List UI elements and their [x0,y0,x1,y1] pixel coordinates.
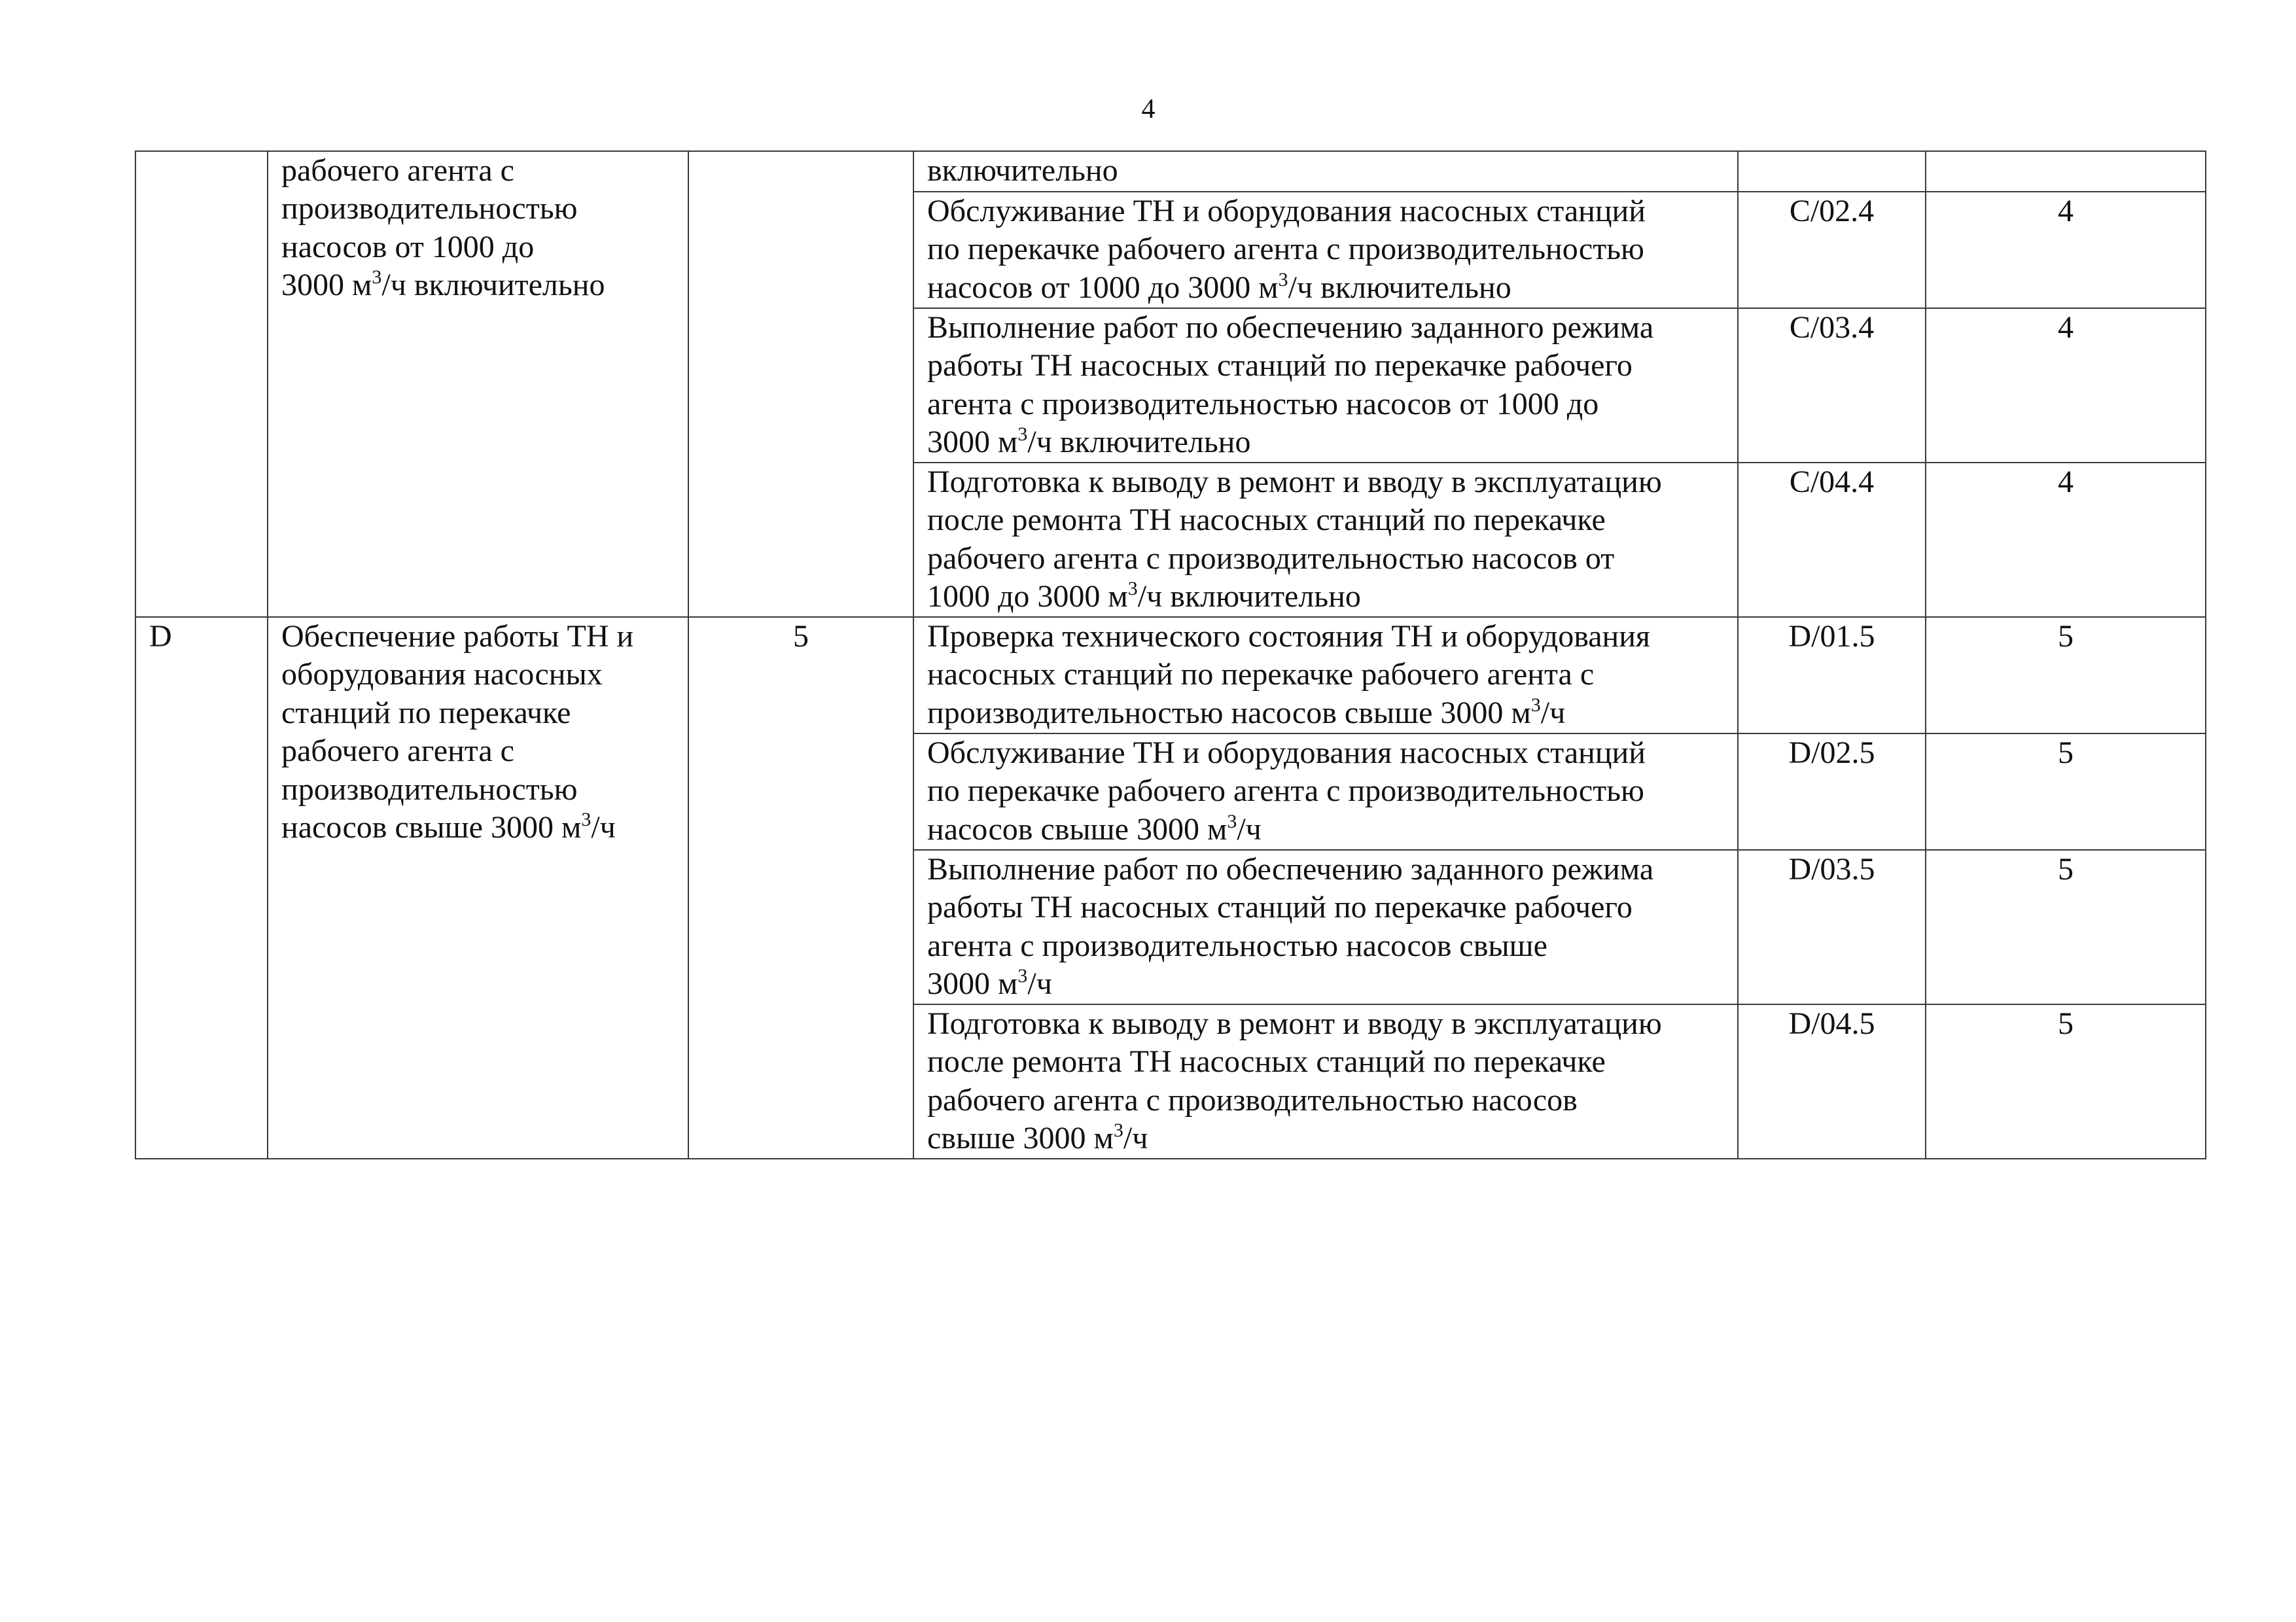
function-line: рабочего агента с [281,733,514,769]
labor-function-cell [913,308,1738,463]
code-cell: D/02.5 [1738,733,1926,850]
labor-function-line: рабочего агента с производительностью насосов [927,1082,1578,1118]
code-cell: D/03.5 [1738,850,1926,1004]
labor-function-line: Обслуживание ТН и оборудования насосных станций [927,735,1646,770]
labor-function-line-last: 3000 $м^3/ч$ включительно [927,423,1251,460]
labor-function-tail: включительно [927,153,1118,188]
labor-function-line: Обслуживание ТН и оборудования насосных станций [927,194,1646,228]
labor-function-line: Выполнение работ по обеспечению заданного режима [927,852,1654,887]
labor-function-line: Подготовка к выводу в ремонт и вводу в эксплуатацию [927,465,1662,499]
group-function-cell-d [268,617,688,1159]
group-level-cell-c [688,151,913,617]
group-code-cell-c [135,151,268,617]
labor-function-cell [913,733,1738,850]
table-row [135,151,2206,192]
labor-function-cell [913,463,1738,617]
labor-function-line: после ремонта ТН насосных станций по перекачке [927,1044,1606,1080]
function-line: оборудования насосных [281,657,603,692]
labor-function-line: насосных станций по перекачке рабочего агента с [927,657,1595,692]
labor-function-cell [913,1004,1738,1159]
group-level-cell-d: 5 [688,617,913,1159]
page-number: 4 [1141,94,1156,124]
labor-function-line: работы ТН насосных станций по перекачке рабочего [927,348,1633,383]
labor-function-line-last: насосов от 1000 до 3000 $м^3/ч$ включительно [927,268,1511,305]
level-cell: 4 [1926,463,2206,617]
labor-function-line: Подготовка к выводу в ремонт и вводу в эксплуатацию [927,1006,1662,1041]
code-cell: C/04.4 [1738,463,1926,617]
function-line: рабочего агента с [281,153,514,188]
function-line: производительностью [281,771,578,807]
function-line: Обеспечение работы ТН и [281,619,634,654]
code-cell: C/03.4 [1738,308,1926,463]
labor-function-line: после ремонта ТН насосных станций по перекачке [927,502,1606,538]
level-cell: 5 [1926,1004,2206,1159]
code-cell: C/02.4 [1738,192,1926,308]
labor-function-line-last: свыше 3000 $м^3/ч$ [927,1120,1148,1156]
level-cell [1926,151,2206,192]
labor-function-line: агента с производительностью насосов свыше [927,928,1547,963]
labor-function-cell [913,151,1738,192]
labor-function-line: Проверка технического состояния ТН и оборудования [927,619,1651,654]
level-cell: 5 [1926,617,2206,733]
level-cell: 5 [1926,733,2206,850]
labor-function-line-last: насосов свыше 3000 $м^3/ч$ [927,810,1262,847]
labor-function-cell [913,192,1738,308]
code-cell: D/04.5 [1738,1004,1926,1159]
labor-function-line-last: 3000 $м^3/ч$ [927,965,1052,1002]
labor-function-cell [913,617,1738,733]
labor-functions-table [135,150,2206,1159]
labor-function-line: по перекачке рабочего агента с производительностью [927,232,1644,267]
labor-function-line: работы ТН насосных станций по перекачке рабочего [927,890,1633,925]
code-cell: D/01.5 [1738,617,1926,733]
labor-function-line-last: 1000 до 3000 $м^3/ч$ включительно [927,578,1361,614]
labor-function-line: Выполнение работ по обеспечению заданного режима [927,310,1654,345]
labor-function-cell [913,850,1738,1004]
level-cell: 4 [1926,308,2206,463]
function-line: производительностью [281,191,578,226]
group-code-cell-d: D [135,617,268,1159]
labor-function-line: рабочего агента с производительностью насосов от [927,540,1615,576]
function-line-last: 3000 $м^3/ч$ включительно [281,266,605,303]
labor-function-line: по перекачке рабочего агента с производительностью [927,773,1644,809]
table-row [135,617,2206,733]
group-function-cell-c [268,151,688,617]
labor-function-line-last: производительностью насосов свыше 3000 $м^3/ч$ [927,694,1566,730]
code-cell [1738,151,1926,192]
level-cell: 5 [1926,850,2206,1004]
labor-function-line: агента с производительностью насосов от 1000 до [927,386,1599,421]
function-line-last: насосов свыше 3000 $м^3/ч$ [281,809,616,845]
level-cell: 4 [1926,192,2206,308]
function-line: насосов от 1000 до [281,229,535,264]
function-line: станций по перекачке [281,695,571,730]
